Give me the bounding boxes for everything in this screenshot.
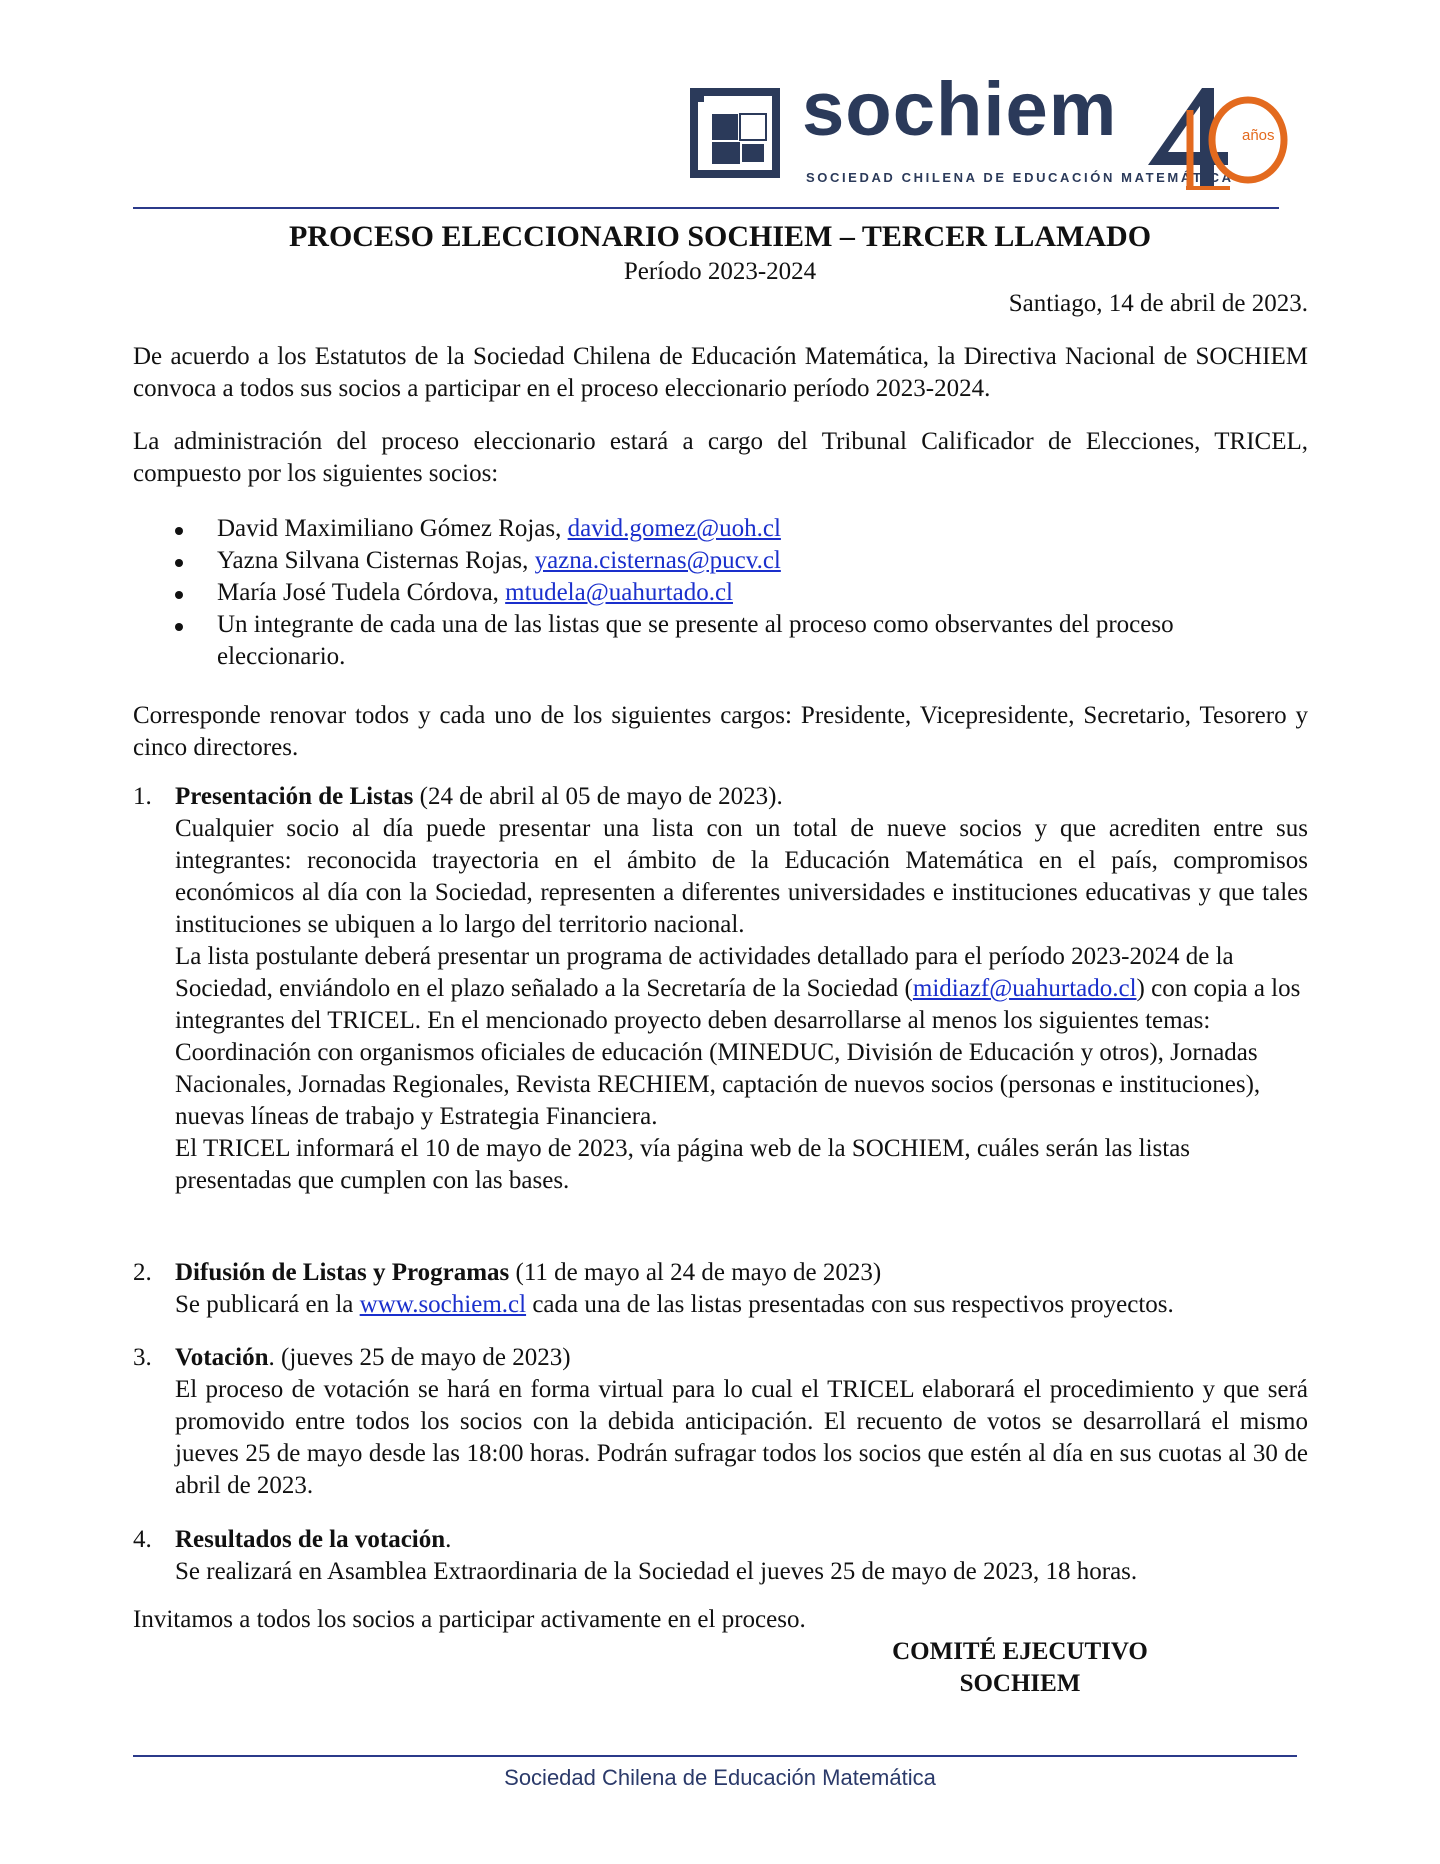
anniversary-label: años — [1242, 127, 1275, 144]
sochiem-logo — [690, 67, 1290, 195]
step-presentacion — [133, 781, 1308, 1197]
admin-paragraph: La administración del proceso eleccionario estará a cargo del Tribunal Calificador de Elecciones, TRICEL, compuesto por los siguientes socios: — [133, 428, 1308, 487]
intro-paragraph: De acuerdo a los Estatutos de la Sociedad Chilena de Educación Matemática, la Directiva Nacional de SOCHIEM convoca a todos sus socios a participar en el proceso eleccionario período 2023-2024. — [133, 343, 1308, 402]
step-dates: . — [445, 1526, 452, 1553]
step-dates: . (jueves 25 de mayo de 2023) — [268, 1344, 571, 1371]
step-heading: Resultados de la votación — [175, 1526, 446, 1553]
step-paragraph: El proceso de votación se hará en forma virtual para lo cual el TRICEL elaborará el procedimiento y que será promovido entre todos los socios con la debida anticipación. El recuento de votos se desarrollará el mismo jueves 25 de mayo desde las 18:00 horas. Podrán sufragar todos los socios que estén al día en sus cuotas al 30 de abril de 2023. — [175, 1376, 1308, 1499]
step-text: Se publicará en la — [175, 1291, 360, 1318]
step-text: ) con copia a los integrantes del TRICEL. En el mencionado proyecto deben desarrollarse al menos los siguientes temas: Coordinación con organismos oficiales de educación (MINEDUC, División de Educación y otros), Jornadas Nacionales, Jornadas Regionales, Revista RECHIEM, captación de nuevos socios (personas e instituciones), nuevas líneas de trabajo y Estrategia Financiera. — [175, 975, 1301, 1130]
bullet-icon — [175, 591, 183, 599]
step-number: 3. — [133, 1344, 152, 1371]
secretaria-email-link[interactable]: midiazf@uahurtado.cl — [912, 975, 1137, 1002]
member-email-link[interactable]: david.gomez@uoh.cl — [567, 515, 781, 542]
document-title: PROCESO ELECCIONARIO SOCHIEM – TERCER LLAMADO — [288, 220, 1152, 253]
list-item — [133, 609, 1308, 673]
list-item — [133, 545, 1308, 577]
step-paragraph: Cualquier socio al día puede presentar una lista con un total de nueve socios y que acrediten entre sus integrantes: reconocida trayectoria en el ámbito de la Educación Matemática en el país, compromisos económicos al día con la Sociedad, representen a diferentes universidades e instituciones educativas y que tales instituciones se ubiquen a lo largo del territorio nacional. — [175, 815, 1308, 938]
footer-text: Sociedad Chilena de Educación Matemática — [504, 1765, 936, 1790]
member-email-link[interactable]: yazna.cisternas@pucv.cl — [534, 547, 781, 574]
step-difusion — [133, 1257, 1308, 1321]
logo-wordmark: sochiem — [802, 67, 1118, 152]
bullet-icon — [175, 527, 183, 535]
member-name: David Maximiliano Gómez Rojas, — [217, 515, 568, 542]
step-paragraph — [175, 1289, 1308, 1321]
signature-line-1: COMITÉ EJECUTIVO — [892, 1638, 1148, 1665]
step-resultados — [133, 1524, 1308, 1588]
observers-text: Un integrante de cada una de las listas que se presente al proceso como observantes del proceso eleccionario. — [217, 611, 1174, 670]
logo-subtitle: SOCIEDAD CHILENA DE EDUCACIÓN MATEMÁTICA — [806, 170, 1234, 185]
step-number: 1. — [133, 783, 152, 810]
list-item — [133, 513, 1308, 545]
tricel-members-list — [133, 513, 1308, 673]
sochiem-website-link[interactable]: www.sochiem.cl — [359, 1291, 527, 1318]
step-paragraph — [175, 941, 1308, 1133]
header-divider — [133, 207, 1279, 209]
sochiem-logo-mark-icon — [690, 88, 780, 178]
step-dates: (24 de abril al 05 de mayo de 2023). — [413, 783, 783, 810]
step-dates: (11 de mayo al 24 de mayo de 2023) — [509, 1259, 882, 1286]
document-period: Período 2023-2024 — [623, 258, 817, 285]
step-paragraph: El TRICEL informará el 10 de mayo de 2023, vía página web de la SOCHIEM, cuáles serán las listas presentadas que cumplen con las bases. — [175, 1135, 1191, 1194]
step-number: 4. — [133, 1526, 152, 1553]
dateline: Santiago, 14 de abril de 2023. — [1008, 290, 1308, 317]
step-text: La lista postulante deberá presentar un programa de actividades detallado para el período 2023-2024 de la Sociedad, enviándolo en el plazo señalado a la Secretaría de la Sociedad ( — [175, 943, 1234, 1002]
member-name: María José Tudela Córdova, — [217, 579, 506, 606]
step-paragraph: Se realizará en Asamblea Extraordinaria de la Sociedad el jueves 25 de mayo de 2023, 18 horas. — [175, 1558, 1138, 1585]
list-item — [133, 577, 1308, 609]
footer-divider — [133, 1755, 1297, 1757]
bullet-icon — [175, 559, 183, 567]
member-email-link[interactable]: mtudela@uahurtado.cl — [505, 579, 733, 606]
step-heading: Presentación de Listas — [175, 783, 414, 810]
signature-line-2: SOCHIEM — [959, 1670, 1081, 1697]
positions-paragraph: Corresponde renovar todos y cada uno de los siguientes cargos: Presidente, Vicepresidente, Secretario, Tesorero y cinco directores. — [133, 702, 1308, 761]
bullet-icon — [175, 623, 183, 631]
step-votacion — [133, 1342, 1308, 1502]
closing-paragraph: Invitamos a todos los socios a participar activamente en el proceso. — [133, 1606, 806, 1633]
step-number: 2. — [133, 1259, 152, 1286]
step-heading: Difusión de Listas y Programas — [175, 1259, 510, 1286]
member-name: Yazna Silvana Cisternas Rojas, — [217, 547, 535, 574]
step-text: cada una de las listas presentadas con sus respectivos proyectos. — [526, 1291, 1174, 1318]
step-heading: Votación — [175, 1344, 269, 1371]
